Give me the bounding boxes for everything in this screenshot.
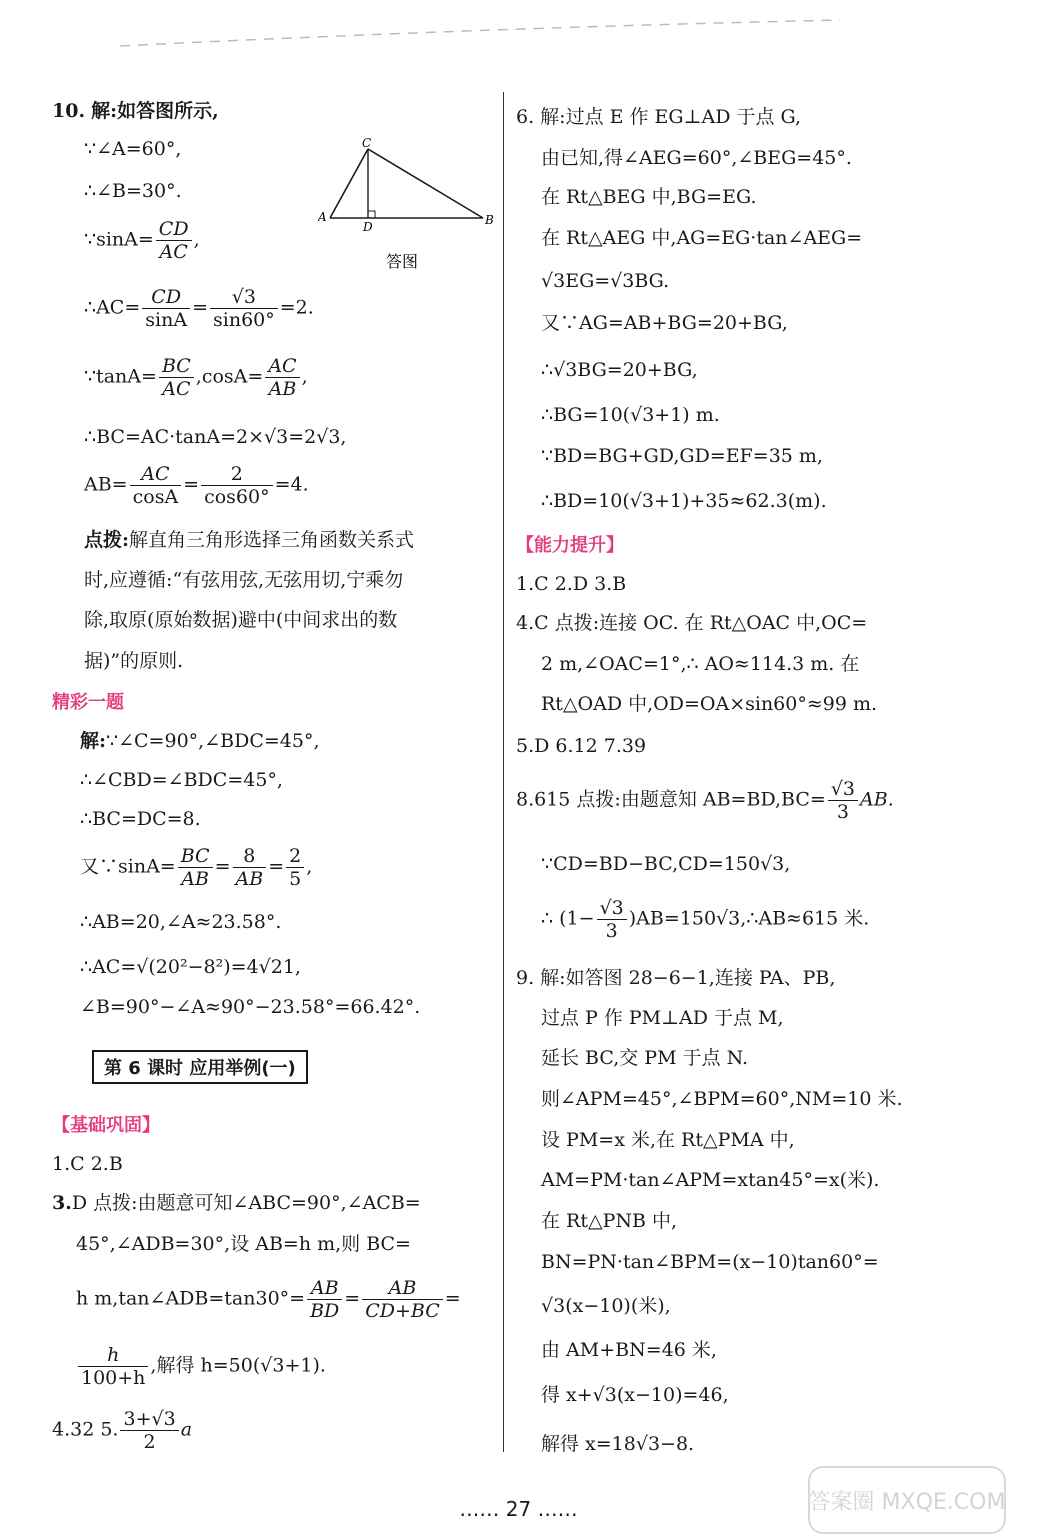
tip-line3: 除,取原(原始数据)避中(中间求出的数 xyxy=(84,609,398,631)
jc-line1: 解:∵∠C=90°,∠BDC=45°, xyxy=(80,730,320,752)
tip-line2: 时,应遵循:“有弦用弦,无弦用切,宁乘勿 xyxy=(84,569,404,591)
svg-text:答案圈 MXQE.COM: 答案圈 MXQE.COM xyxy=(808,1490,1006,1515)
top-decoration xyxy=(120,18,840,48)
q9-line11: 得 x+√3(x−10)=46, xyxy=(541,1384,729,1406)
q10-line4: ∴AC= $\frac{CD}{\sin A}$ = $\frac{√3}{\sin 60^\circ}$ =2. xyxy=(84,286,314,331)
triangle-figure xyxy=(318,137,498,272)
jc-line7: ∠B=90°−∠A≈90°−23.58°=66.42°. xyxy=(80,996,421,1018)
q10-line2: ∴∠B=30°. xyxy=(84,180,182,202)
q3-line1: 3.D 点拨:由题意可知∠ABC=90°,∠ACB= xyxy=(52,1192,421,1214)
jc-line2: ∴∠CBD=∠BDC=45°, xyxy=(80,769,283,791)
q9-line5: 设 PM=x 米,在 Rt△PMA 中, xyxy=(541,1129,795,1151)
q6-line2: 由已知,得∠AEG=60°,∠BEG=45°. xyxy=(541,147,852,169)
q9-line4: 则∠APM=45°,∠BPM=60°,NM=10 米. xyxy=(541,1088,903,1110)
section-nengli: 【能力提升】 xyxy=(516,535,624,556)
q4-line3: Rt△OAD 中,OD=OA×sin60°≈99 m. xyxy=(541,693,878,715)
jichu-answers-1: 1.C 2.B xyxy=(52,1153,123,1175)
q6-line3: 在 Rt△BEG 中,BG=EG. xyxy=(541,186,757,208)
q3-line2: 45°,∠ADB=30°,设 AB=h m,则 BC= xyxy=(76,1233,411,1255)
q3-line3: h m,tan∠ADB=tan30°= $\frac{AB}{BD}$ = $\frac{AB}{CD+BC}$ = xyxy=(76,1277,461,1322)
q10-line6: ∴BC=AC·tanA=2×√3=2√3, xyxy=(84,426,347,448)
label-D: D xyxy=(363,220,373,234)
q6-line9: ∵BD=BG+GD,GD=EF=35 m, xyxy=(541,445,823,467)
label-B: B xyxy=(485,213,494,227)
q6-line6: 又∵AG=AB+BG=20+BG, xyxy=(541,312,788,334)
label-A: A xyxy=(318,210,327,224)
q9-line3: 延长 BC,交 PM 于点 N. xyxy=(541,1047,749,1069)
lesson-title: 第 6 课时 应用举例(一) xyxy=(92,1050,308,1084)
q6-line5: √3EG=√3BG. xyxy=(541,270,670,292)
q6-line4: 在 Rt△AEG 中,AG=EG·tan∠AEG= xyxy=(541,227,863,249)
q10-line1: ∵∠A=60°, xyxy=(84,138,182,160)
q6-line1: 6. 解:过点 E 作 EG⊥AD 于点 G, xyxy=(516,106,802,128)
q8-line3: ∴ (1− $\frac{√3}{3}$ )AB=150√3,∴AB≈615 米. xyxy=(541,897,870,942)
q9-line12: 解得 x=18√3−8. xyxy=(541,1433,695,1455)
q3-line4: $\frac{h}{100+h}$ ,解得 h=50(√3+1). xyxy=(76,1344,326,1389)
q9-line10: 由 AM+BN=46 米, xyxy=(541,1339,717,1361)
tip-line4: 据)”的原则. xyxy=(84,650,184,672)
q10-line7: AB= $\frac{AC}{\cos A}$ = $\frac{2}{\cos 60^\circ}$ =4. xyxy=(84,463,309,508)
figure-caption: 答图 xyxy=(386,252,419,271)
q4-line2: 2 m,∠OAC=1°,∴ AO≈114.3 m. 在 xyxy=(541,653,860,675)
q6-line10: ∴BD=10(√3+1)+35≈62.3(m). xyxy=(541,490,827,512)
q8-line2: ∵CD=BD−BC,CD=150√3, xyxy=(541,853,791,875)
jc-line4: 又∵sinA= $\frac{BC}{AB}$ = $\frac{8}{AB}$ = $\frac{2}{5}$ , xyxy=(80,845,313,890)
section-jingcai: 精彩一题 xyxy=(52,692,124,713)
label-C: C xyxy=(362,137,372,150)
jc-line3: ∴BC=DC=8. xyxy=(80,808,201,830)
nengli-answers-1: 1.C 2.D 3.B xyxy=(516,573,627,595)
section-jichu: 【基础巩固】 xyxy=(52,1115,160,1136)
q6-line8: ∴BG=10(√3+1) m. xyxy=(541,404,720,426)
q9-line6: AM=PM·tan∠APM=xtan45°=x(米). xyxy=(541,1169,880,1191)
page-number: …… 27 …… xyxy=(459,1497,578,1521)
q10-line5: ∵tanA= $\frac{BC}{AC}$ ,cosA= $\frac{AC}{AB}$ , xyxy=(84,355,308,400)
q4-line1: 4.C 点拨:连接 OC. 在 Rt△OAC 中,OC= xyxy=(516,612,868,634)
q9-line1: 9. 解:如答图 28−6−1,连接 PA、PB, xyxy=(516,967,836,989)
q10-heading: 10. 解:如答图所示, xyxy=(52,100,219,122)
q9-line7: 在 Rt△PNB 中, xyxy=(541,1210,678,1232)
jc-line6: ∴AC=√(20²−8²)=4√21, xyxy=(80,956,301,978)
watermark-logo xyxy=(807,1465,1007,1535)
tip-line1: 点拨:解直角三角形选择三角函数关系式 xyxy=(84,529,415,551)
nengli-answers-2: 5.D 6.12 7.39 xyxy=(516,735,647,757)
jc-line5: ∴AB=20,∠A≈23.58°. xyxy=(80,911,282,933)
q8-line1: 8.615 点拨:由题意知 AB=BD,BC= $\frac{√3}{3}$ AB. xyxy=(516,778,894,823)
q4-5-answers: 4.32 5. $\frac{3+√3}{2}$ a xyxy=(52,1408,193,1453)
q10-line3: ∵sinA= $\frac{CD}{AC}$ , xyxy=(84,218,200,263)
column-divider xyxy=(503,92,504,1452)
q9-line2: 过点 P 作 PM⊥AD 于点 M, xyxy=(541,1007,784,1029)
q9-line8: BN=PN·tan∠BPM=(x−10)tan60°= xyxy=(541,1251,879,1273)
q6-line7: ∴√3BG=20+BG, xyxy=(541,359,698,381)
q9-line9: √3(x−10)(米), xyxy=(541,1295,671,1317)
